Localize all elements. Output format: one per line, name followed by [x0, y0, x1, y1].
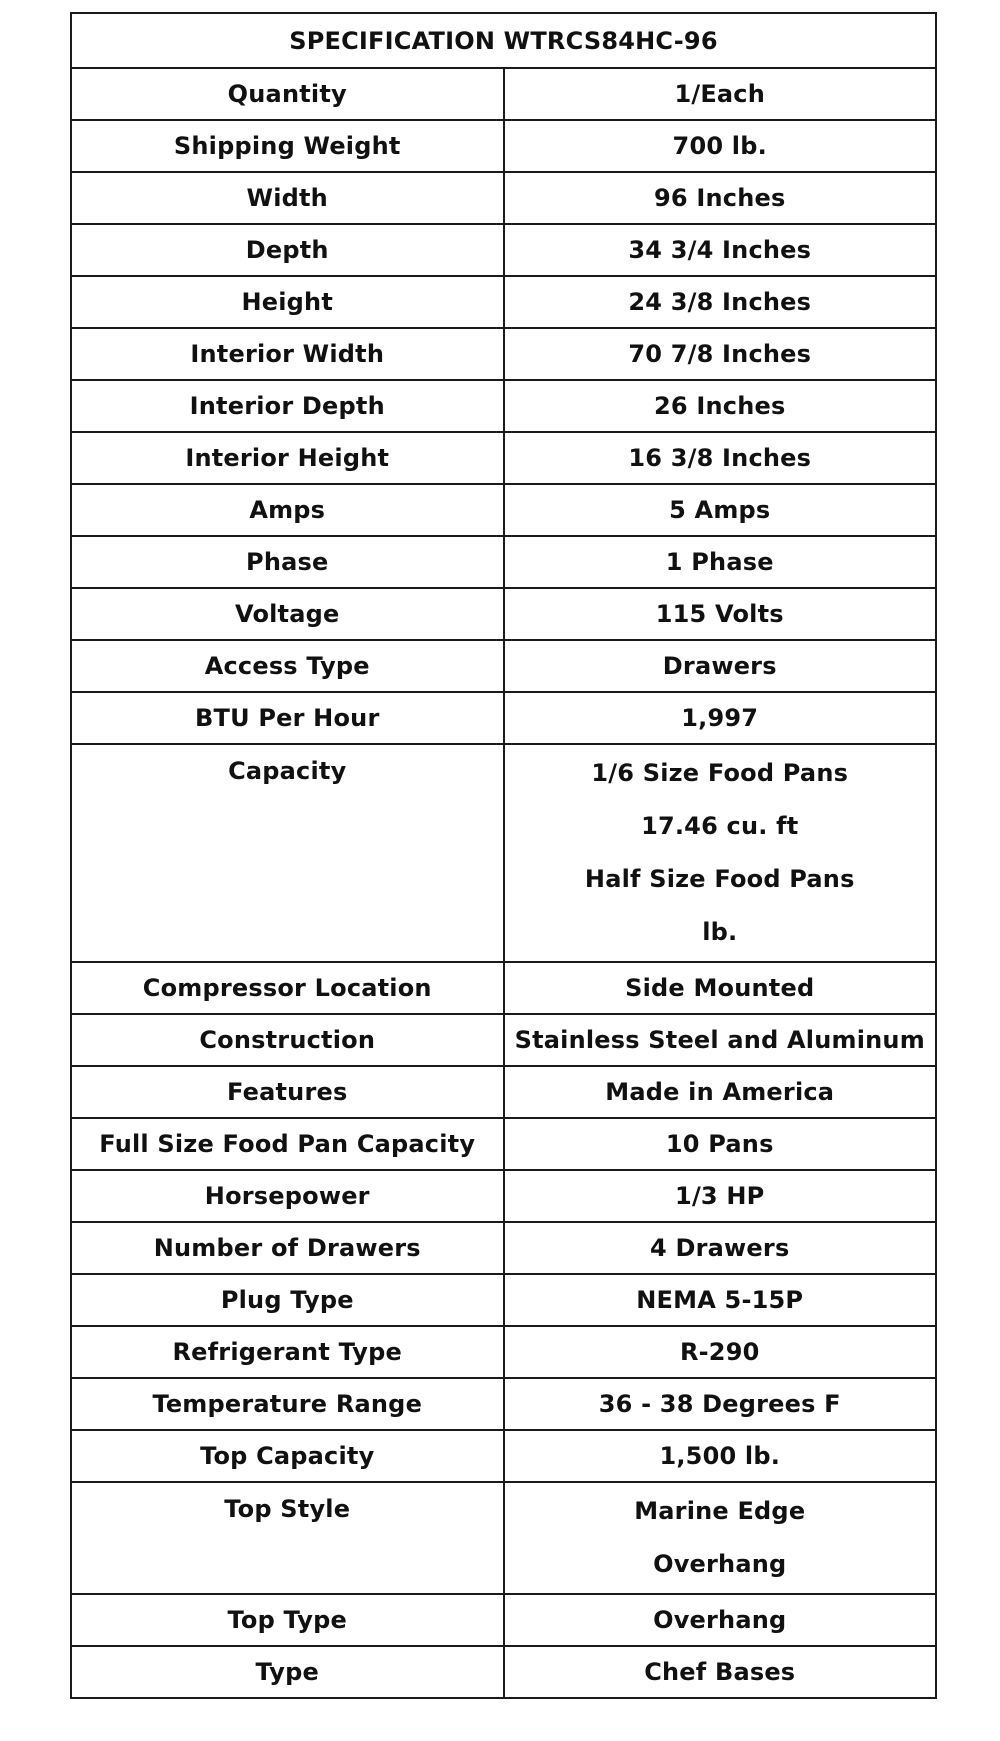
spec-value: NEMA 5-15P: [504, 1274, 937, 1326]
spec-value-cell: [504, 1482, 937, 1594]
spec-value: 96 Inches: [504, 172, 937, 224]
spec-label: Top Style: [71, 1482, 504, 1594]
spec-value: 10 Pans: [504, 1118, 937, 1170]
spec-label: Amps: [71, 484, 504, 536]
spec-value: Drawers: [504, 640, 937, 692]
table-row: [71, 962, 936, 1014]
table-row: [71, 1646, 936, 1698]
spec-label: Interior Width: [71, 328, 504, 380]
table-row: [71, 380, 936, 432]
spec-value: Side Mounted: [504, 962, 937, 1014]
table-row: [71, 1014, 936, 1066]
table-row: [71, 1378, 936, 1430]
table-row: [71, 1274, 936, 1326]
table-row: [71, 1594, 936, 1646]
spec-label: Full Size Food Pan Capacity: [71, 1118, 504, 1170]
spec-value: 24 3/8 Inches: [504, 276, 937, 328]
spec-value: Chef Bases: [504, 1646, 937, 1698]
table-row: [71, 1222, 936, 1274]
spec-label: Height: [71, 276, 504, 328]
table-row: [71, 1430, 936, 1482]
table-row: [71, 640, 936, 692]
spec-value: 17.46 cu. ft: [641, 812, 799, 840]
table-row: [71, 1170, 936, 1222]
table-row: [71, 68, 936, 120]
spec-label: Phase: [71, 536, 504, 588]
spec-value: 700 lb.: [504, 120, 937, 172]
table-row: [71, 1482, 936, 1594]
spec-label: Refrigerant Type: [71, 1326, 504, 1378]
spec-label: Features: [71, 1066, 504, 1118]
spec-value: Made in America: [504, 1066, 937, 1118]
spec-label: Access Type: [71, 640, 504, 692]
spec-value: 1,500 lb.: [504, 1430, 937, 1482]
table-row: [71, 432, 936, 484]
spec-label: Depth: [71, 224, 504, 276]
table-title: SPECIFICATION WTRCS84HC-96: [71, 13, 936, 68]
spec-value: 26 Inches: [504, 380, 937, 432]
spec-label: BTU Per Hour: [71, 692, 504, 744]
spec-value: Marine Edge: [634, 1497, 806, 1525]
table-row: [71, 536, 936, 588]
spec-label: Interior Height: [71, 432, 504, 484]
spec-value: 115 Volts: [504, 588, 937, 640]
spec-label: Capacity: [71, 744, 504, 962]
spec-value: 5 Amps: [504, 484, 937, 536]
table-body: [71, 68, 936, 1698]
spec-value: 1 Phase: [504, 536, 937, 588]
table-row: [71, 692, 936, 744]
spec-value: Half Size Food Pans: [584, 865, 855, 893]
spec-label: Interior Depth: [71, 380, 504, 432]
spec-label: Type: [71, 1646, 504, 1698]
table-row: [71, 276, 936, 328]
spec-value: Overhang: [653, 1550, 787, 1578]
spec-value: R-290: [504, 1326, 937, 1378]
spec-label: Temperature Range: [71, 1378, 504, 1430]
spec-value: 4 Drawers: [504, 1222, 937, 1274]
spec-value: 1,997: [504, 692, 937, 744]
spec-label: Plug Type: [71, 1274, 504, 1326]
spec-value: Overhang: [504, 1594, 937, 1646]
spec-value: 70 7/8 Inches: [504, 328, 937, 380]
spec-label: Shipping Weight: [71, 120, 504, 172]
table-row: [71, 120, 936, 172]
spec-value: 16 3/8 Inches: [504, 432, 937, 484]
table-row: [71, 1118, 936, 1170]
specification-table: [70, 12, 937, 1699]
spec-value: 1/3 HP: [504, 1170, 937, 1222]
table-row: [71, 224, 936, 276]
table-row: [71, 328, 936, 380]
spec-value: 34 3/4 Inches: [504, 224, 937, 276]
table-row: [71, 1066, 936, 1118]
spec-value: 36 - 38 Degrees F: [504, 1378, 937, 1430]
spec-value-cell: [504, 744, 937, 962]
spec-label: Construction: [71, 1014, 504, 1066]
table-row: [71, 588, 936, 640]
spec-value: Stainless Steel and Aluminum: [504, 1014, 937, 1066]
spec-label: Top Capacity: [71, 1430, 504, 1482]
spec-label: Compressor Location: [71, 962, 504, 1014]
spec-label: Width: [71, 172, 504, 224]
spec-label: Horsepower: [71, 1170, 504, 1222]
spec-value: 1/Each: [504, 68, 937, 120]
table-row: [71, 484, 936, 536]
spec-value: 1/6 Size Food Pans: [591, 759, 849, 787]
table-row: [71, 172, 936, 224]
spec-label: Number of Drawers: [71, 1222, 504, 1274]
table-header-row: [71, 13, 936, 68]
spec-label: Top Type: [71, 1594, 504, 1646]
spec-label: Quantity: [71, 68, 504, 120]
spec-value: lb.: [702, 918, 738, 946]
table-row: [71, 1326, 936, 1378]
table-row: [71, 744, 936, 962]
spec-label: Voltage: [71, 588, 504, 640]
